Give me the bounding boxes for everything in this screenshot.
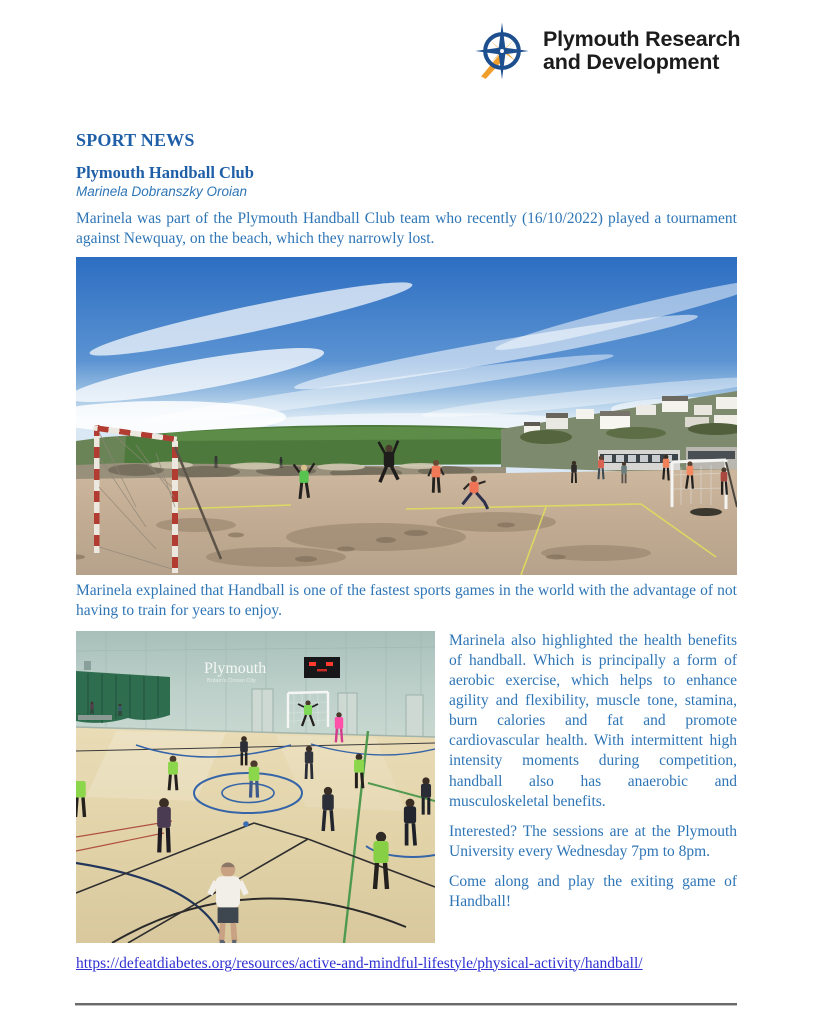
footer-divider (75, 1003, 737, 1007)
beach-photo (76, 257, 737, 575)
compass-logo-icon (473, 16, 531, 86)
link-block (76, 954, 737, 975)
two-column-section (76, 631, 737, 943)
intro-paragraph: Marinela was part of the Plymouth Handball Club team who recently (16/10/2022) played a tournament against Newquay, on the beach, which they narrowly lost. (76, 210, 737, 248)
scoreboard (304, 657, 340, 678)
logo-text-line1: Plymouth Research (543, 27, 741, 51)
article-title: Plymouth Handball Club (76, 163, 254, 182)
closing-paragraph: Come along and play the exiting game of Handball! (449, 873, 737, 911)
indoor-wall-text-line1: Plymouth (204, 659, 267, 677)
health-paragraph: Marinela also highlighted the health benefits of handball. Which is principally a form of aerobic exercise, which helps to enhance agility and flexibility, muscle tone, stamina, burn calories and fat and promote cardiovascular health. With intermittent high intensity moments during competition, handball also has anaerobic and musculoskeletal benefits. (449, 631, 737, 810)
article-link[interactable]: https://defeatdiabetes.org/resources/active-and-mindful-lifestyle/physical-activity/handball/ (76, 954, 643, 972)
indoor-photo (76, 631, 435, 943)
explain-paragraph: Marinela explained that Handball is one of the fastest sports games in the world with the advantage of not having to train for years to enjoy. (76, 582, 737, 620)
right-column (449, 631, 737, 943)
article (76, 130, 737, 974)
indoor-photo-image (76, 631, 435, 943)
byline: Marinela Dobranszky Oroian (76, 184, 248, 199)
beach-photo-image (76, 257, 737, 575)
indoor-wall-text-line2: Britain's Ocean City (207, 677, 256, 684)
logo-text-line2: and Development (543, 50, 720, 74)
logo (473, 16, 740, 86)
sessions-paragraph: Interested? The sessions are at the Plymouth University every Wednesday 7pm to 8pm. (449, 822, 737, 860)
section-heading: SPORT NEWS (76, 130, 195, 150)
logo-text (543, 28, 740, 74)
